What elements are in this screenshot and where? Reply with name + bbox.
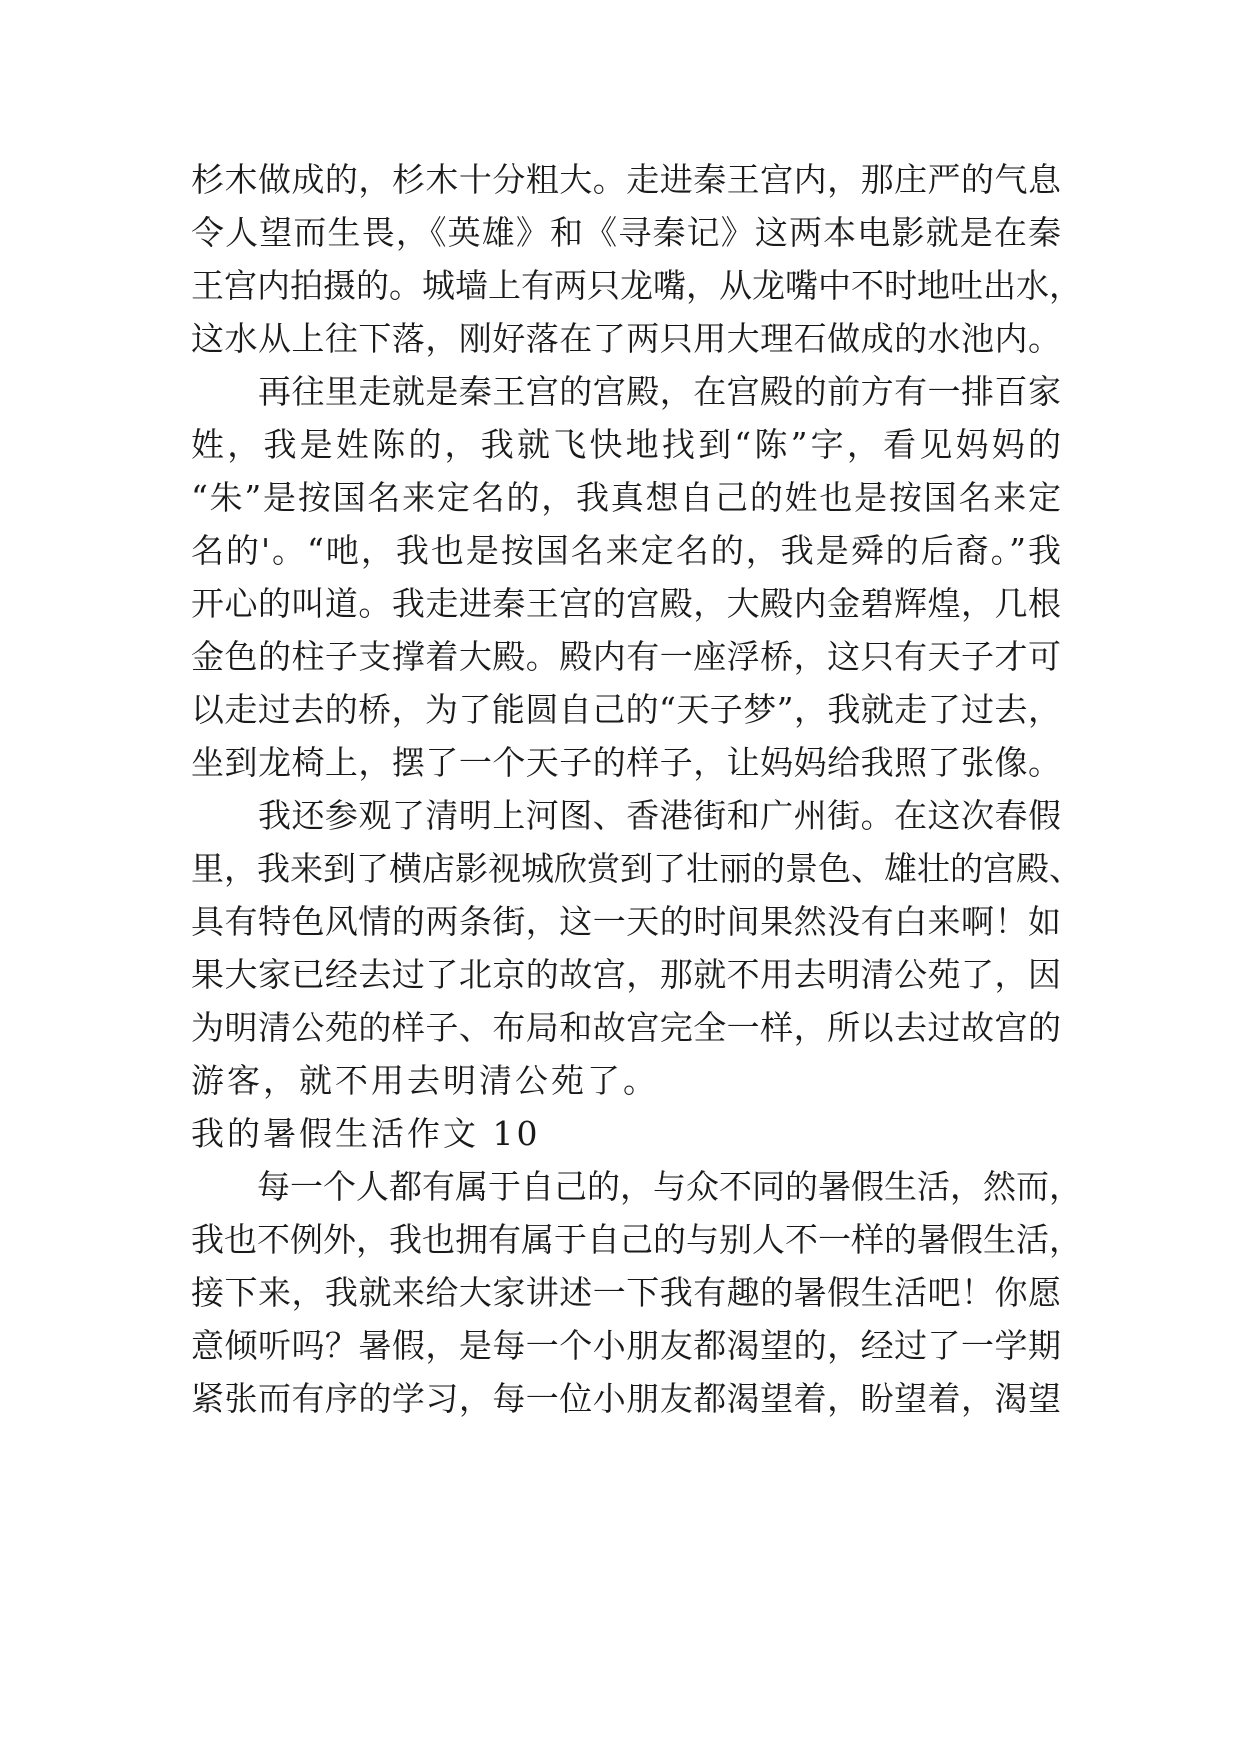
paragraph-2-line-1: 再往里走就是秦王宫的宫殿，在宫殿的前方有一排百家 bbox=[191, 372, 1061, 411]
paragraph-2-line-3: “朱”是按国名来定名的，我真想自己的姓也是按国名来定 bbox=[191, 478, 1061, 517]
paragraph-3-line-3: 具有特色风情的两条街，这一天的时间果然没有白来啊！如 bbox=[191, 902, 1061, 941]
paragraph-2-line-5: 开心的叫道。我走进秦王宫的宫殿，大殿内金碧辉煌，几根 bbox=[191, 584, 1061, 623]
paragraph-4-line-2: 我也不例外，我也拥有属于自己的与别人不一样的暑假生活， bbox=[191, 1220, 1082, 1259]
paragraph-3-line-4: 果大家已经去过了北京的故宫，那就不用去明清公苑了，因 bbox=[191, 955, 1061, 994]
paragraph-3-line-1: 我还参观了清明上河图、香港街和广州街。在这次春假 bbox=[191, 796, 1061, 835]
paragraph-4-line-5: 紧张而有序的学习，每一位小朋友都渴望着，盼望着，渴望 bbox=[191, 1379, 1061, 1418]
paragraph-1-line-3: 王宫内拍摄的。城墙上有两只龙嘴，从龙嘴中不时地吐出水， bbox=[191, 266, 1082, 305]
paragraph-1-line-1: 杉木做成的，杉木十分粗大。走进秦王宫内，那庄严的气息 bbox=[191, 160, 1061, 199]
paragraph-2-line-6: 金色的柱子支撑着大殿。殿内有一座浮桥，这只有天子才可 bbox=[191, 637, 1061, 676]
paragraph-2-line-7: 以走过去的桥，为了能圆自己的“天子梦”，我就走了过去， bbox=[191, 690, 1061, 729]
paragraph-2-line-2: 姓，我是姓陈的，我就飞快地找到“陈”字，看见妈妈的 bbox=[191, 425, 1061, 464]
paragraph-4-line-3: 接下来，我就来给大家讲述一下我有趣的暑假生活吧！你愿 bbox=[191, 1273, 1061, 1312]
paragraph-3-line-6: 游客，就不用去明清公苑了。 bbox=[191, 1061, 659, 1100]
paragraph-2-line-8: 坐到龙椅上，摆了一个天子的样子，让妈妈给我照了张像。 bbox=[191, 743, 1061, 782]
paragraph-2-line-4: 名的'。“吔，我也是按国名来定名的，我是舜的后裔。”我 bbox=[191, 531, 1061, 570]
paragraph-4-line-4: 意倾听吗？暑假，是每一个小朋友都渴望的，经过了一学期 bbox=[191, 1326, 1061, 1365]
paragraph-1-line-4: 这水从上往下落，刚好落在了两只用大理石做成的水池内。 bbox=[191, 319, 1061, 358]
paragraph-1-line-2: 令人望而生畏，《英雄》和《寻秦记》这两本电影就是在秦 bbox=[191, 213, 1061, 252]
paragraph-3-line-5: 为明清公苑的样子、布局和故宫完全一样，所以去过故宫的 bbox=[191, 1008, 1061, 1047]
section-heading: 我的暑假生活作文 10 bbox=[191, 1114, 541, 1153]
paragraph-4-line-1: 每一个人都有属于自己的，与众不同的暑假生活，然而， bbox=[191, 1167, 1082, 1206]
paragraph-3-line-2: 里，我来到了横店影视城欣赏到了壮丽的景色、雄壮的宫殿、 bbox=[191, 849, 1082, 888]
